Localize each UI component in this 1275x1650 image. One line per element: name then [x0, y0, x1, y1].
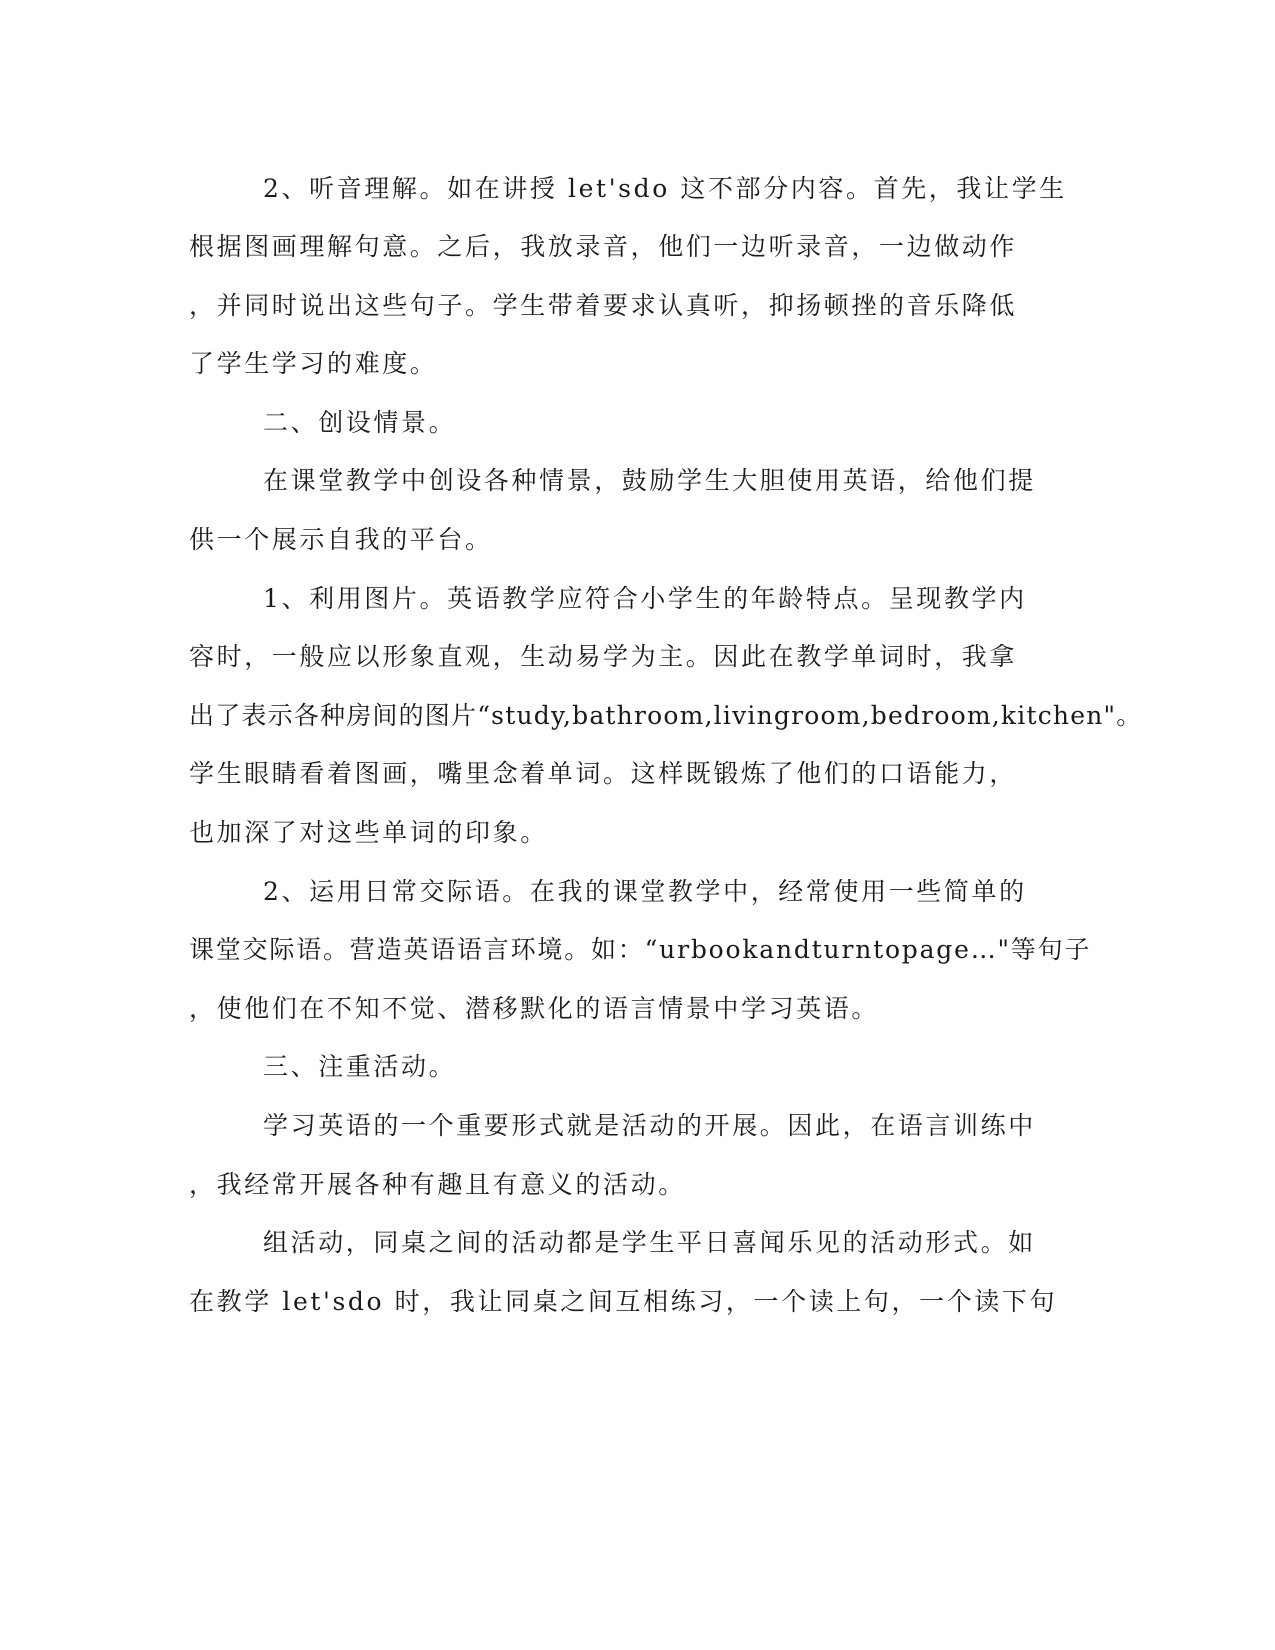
text-line: 了学生学习的难度。	[189, 349, 438, 378]
text-line: 根据图画理解句意。之后，我放录音，他们一边听录音，一边做动作	[189, 232, 1018, 261]
text-line: 供一个展示自我的平台。	[189, 525, 493, 554]
text-line: 2、听音理解。如在讲授 let'sdo 这不部分内容。首先，我让学生	[263, 174, 1067, 203]
text-line: ，使他们在不知不觉、潜移默化的语言情景中学习英语。	[189, 994, 880, 1023]
text-line: ，并同时说出这些句子。学生带着要求认真听，抑扬顿挫的音乐降低	[189, 291, 1018, 320]
text-line: ，我经常开展各种有趣且有意义的活动。	[189, 1170, 686, 1199]
text-line: 学生眼睛看着图画，嘴里念着单词。这样既锻炼了他们的口语能力，	[189, 759, 1018, 788]
text-line: 也加深了对这些单词的印象。	[189, 818, 548, 847]
text-line: 出了表示各种房间的图片“study,bathroom,livingroom,bedroom,kitchen"。	[189, 701, 1143, 730]
text-line: 在教学 let'sdo 时，我让同桌之间互相练习，一个读上句，一个读下句	[189, 1287, 1058, 1316]
text-line: 在课堂教学中创设各种情景，鼓励学生大胆使用英语，给他们提	[263, 466, 1036, 495]
text-line: 1、利用图片。英语教学应符合小学生的年龄特点。呈现教学内	[263, 584, 1027, 613]
text-line: 学习英语的一个重要形式就是活动的开展。因此，在语言训练中	[263, 1111, 1036, 1140]
section-heading: 三、注重活动。	[263, 1052, 457, 1081]
section-heading: 二、创设情景。	[263, 408, 457, 437]
text-line: 课堂交际语。营造英语语言环境。如：“urbookandturntopage…"等句子	[189, 935, 1092, 964]
text-line: 组活动，同桌之间的活动都是学生平日喜闻乐见的活动形式。如	[263, 1228, 1036, 1257]
text-line: 2、运用日常交际语。在我的课堂教学中，经常使用一些简单的	[263, 877, 1027, 906]
text-line: 容时，一般应以形象直观，生动易学为主。因此在教学单词时，我拿	[189, 642, 1018, 671]
